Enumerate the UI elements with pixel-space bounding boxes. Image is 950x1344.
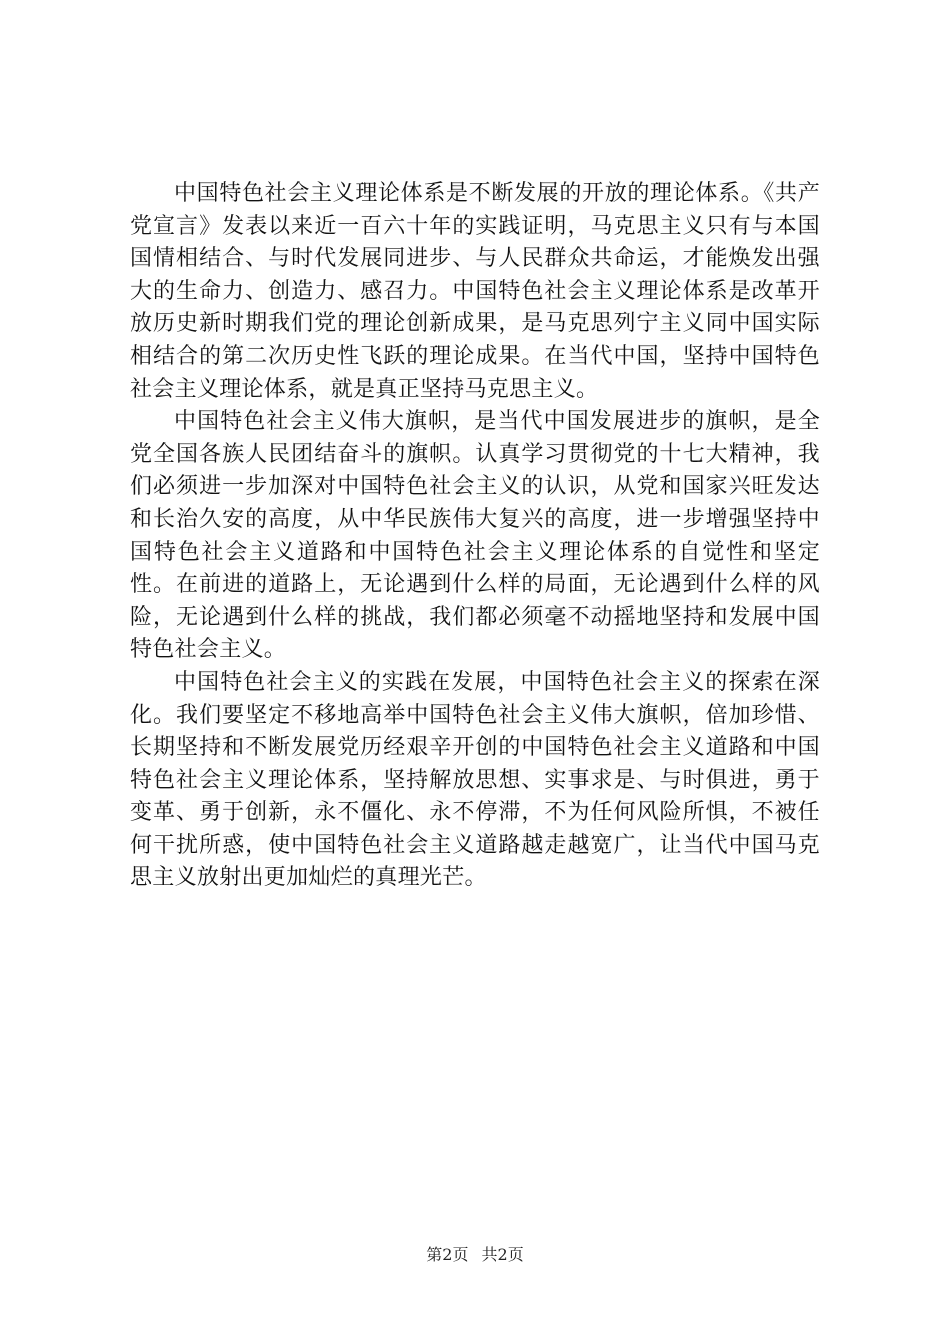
document-body <box>130 178 820 895</box>
page-footer <box>0 1245 950 1265</box>
paragraph-3: 中国特色社会主义的实践在发展，中国特色社会主义的探索在深化。我们要坚定不移地高举中国特色社会主义伟大旗帜，倍加珍惜、长期坚持和不断发展党历经艰辛开创的中国特色社会主义道路和中国特色社会主义理论体系，坚持解放思想、实事求是、与时俱进，勇于变革、勇于创新，永不僵化、永不停滞，不为任何风险所惧，不被任何干扰所惑，使中国特色社会主义道路越走越宽广，让当代中国马克思主义放射出更加灿烂的真理光芒。 <box>130 669 820 891</box>
page-number-current: 第2页 <box>426 1245 469 1264</box>
page-number-total: 共2页 <box>481 1245 524 1264</box>
paragraph-1: 中国特色社会主义理论体系是不断发展的开放的理论体系。《共产党宣言》发表以来近一百六十年的实践证明，马克思主义只有与本国国情相结合、与时代发展同进步、与人民群众共命运，才能焕发出强大的生命力、创造力、感召力。中国特色社会主义理论体系是改革开放历史新时期我们党的理论创新成果，是马克思列宁主义同中国实际相结合的第二次历史性飞跃的理论成果。在当代中国，坚持中国特色社会主义理论体系，就是真正坚持马克思主义。 <box>130 181 820 402</box>
paragraph-2: 中国特色社会主义伟大旗帜，是当代中国发展进步的旗帜，是全党全国各族人民团结奋斗的旗帜。认真学习贯彻党的十七大精神，我们必须进一步加深对中国特色社会主义的认识，从党和国家兴旺发达和长治久安的高度，从中华民族伟大复兴的高度，进一步增强坚持中国特色社会主义道路和中国特色社会主义理论体系的自觉性和坚定性。在前进的道路上，无论遇到什么样的局面，无论遇到什么样的风险，无论遇到什么样的挑战，我们都必须毫不动摇地坚持和发展中国特色社会主义。 <box>130 409 820 663</box>
